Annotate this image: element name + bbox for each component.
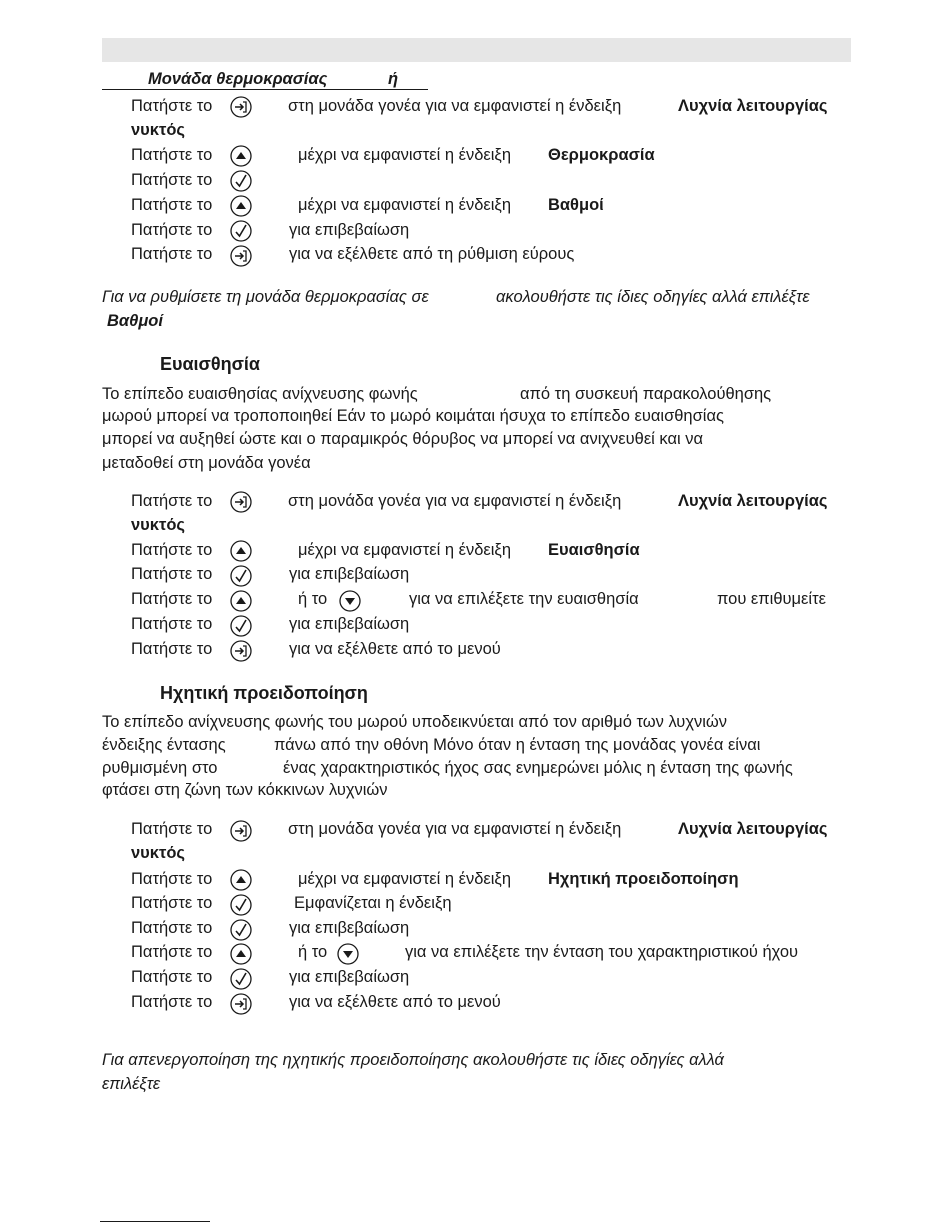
step-text: μέχρι να εμφανιστεί η ένδειξη (298, 870, 511, 888)
footnote-separator (100, 1221, 210, 1222)
step-bold-label: Ευαισθησία (548, 541, 640, 559)
up-arrow-icon (230, 869, 252, 891)
section-heading-sound-alert: Ηχητική προειδοποίηση (160, 683, 368, 703)
step-prefix: Πατήστε το (131, 640, 213, 658)
step-bold-label-cont: νυκτός (131, 121, 186, 139)
step-text: για να επιλέξετε την ευαισθησία (409, 590, 639, 608)
step-text: για επιβεβαίωση (289, 968, 410, 986)
step-bold-label: Λυχνία λειτουργίας (678, 492, 828, 510)
paragraph-line: Το επίπεδο ευαισθησίας ανίχνευσης φωνής (102, 385, 418, 403)
step-prefix: Πατήστε το (131, 196, 213, 214)
note-text-cont: ακολουθήστε τις ίδιες οδηγίες αλλά επιλέξτε (496, 288, 810, 306)
step-mid-text: ή το (298, 943, 328, 961)
up-arrow-icon (230, 195, 252, 217)
step-text: Εμφανίζεται η ένδειξη (294, 894, 452, 912)
check-icon (230, 919, 252, 941)
section-title-temperature-unit (102, 69, 428, 90)
paragraph-line: Το επίπεδο ανίχνευσης φωνής του μωρού υποδεικνύεται από τον αριθμό των λυχνιών (102, 713, 728, 731)
step-text: στη μονάδα γονέα για να εμφανιστεί η ένδειξη (288, 820, 622, 838)
step-bold-label: Λυχνία λειτουργίας (678, 820, 828, 838)
up-arrow-icon (230, 145, 252, 167)
step-mid-text: ή το (298, 590, 328, 608)
step-prefix: Πατήστε το (131, 171, 213, 189)
check-icon (230, 615, 252, 637)
section-heading-sensitivity: Ευαισθησία (160, 354, 260, 374)
paragraph-line: μπορεί να αυξηθεί ώστε και ο παραμικρός θόρυβος να μπορεί να ανιχνευθεί και να (102, 430, 704, 448)
step-prefix: Πατήστε το (131, 615, 213, 633)
step-prefix: Πατήστε το (131, 919, 213, 937)
menu-enter-icon (230, 993, 252, 1015)
menu-enter-icon (230, 640, 252, 662)
step-prefix: Πατήστε το (131, 870, 213, 888)
step-prefix: Πατήστε το (131, 565, 213, 583)
step-prefix: Πατήστε το (131, 245, 213, 263)
down-arrow-icon (339, 590, 361, 612)
step-prefix: Πατήστε το (131, 146, 213, 164)
step-text-cont: που επιθυμείτε (717, 590, 826, 608)
step-bold-label-cont: νυκτός (131, 844, 186, 862)
check-icon (230, 968, 252, 990)
step-text: για να εξέλθετε από το μενού (289, 993, 501, 1011)
step-text: για επιβεβαίωση (289, 919, 410, 937)
menu-enter-icon (230, 245, 252, 267)
step-bold-label: Ηχητική προειδοποίηση (548, 870, 739, 888)
page-header-bar (102, 38, 851, 62)
step-prefix: Πατήστε το (131, 993, 213, 1011)
step-bold-label-cont: νυκτός (131, 516, 186, 534)
paragraph-line: ένδειξης έντασης (102, 736, 226, 754)
check-icon (230, 170, 252, 192)
check-icon (230, 894, 252, 916)
step-prefix: Πατήστε το (131, 894, 213, 912)
step-prefix: Πατήστε το (131, 968, 213, 986)
step-text: για επιβεβαίωση (289, 615, 410, 633)
paragraph-line: μωρού μπορεί να τροποποιηθεί Εάν το μωρό κοιμάται ήσυχα το επίπεδο ευαισθησίας (102, 407, 724, 425)
step-prefix: Πατήστε το (131, 221, 213, 239)
step-text: για να εξέλθετε από το μενού (289, 640, 501, 658)
up-arrow-icon (230, 540, 252, 562)
step-text: για επιβεβαίωση (289, 565, 410, 583)
step-prefix: Πατήστε το (131, 97, 213, 115)
step-prefix: Πατήστε το (131, 492, 213, 510)
step-prefix: Πατήστε το (131, 590, 213, 608)
step-text: μέχρι να εμφανιστεί η ένδειξη (298, 146, 511, 164)
check-icon (230, 220, 252, 242)
section-title-part1: Μονάδα θερμοκρασίας (148, 70, 328, 88)
menu-enter-icon (230, 820, 252, 842)
paragraph-line: φτάσει στη ζώνη των κόκκινων λυχνιών (102, 781, 388, 799)
paragraph-line: ρυθμισμένη στο (102, 759, 218, 777)
step-prefix: Πατήστε το (131, 943, 213, 961)
note-text: Για να ρυθμίσετε τη μονάδα θερμοκρασίας σε (102, 288, 429, 306)
menu-enter-icon (230, 491, 252, 513)
section-title-part2: ή (388, 70, 399, 88)
note-text-cont: επιλέξτε (102, 1075, 161, 1093)
paragraph-line-cont: πάνω από την οθόνη Μόνο όταν η ένταση της μονάδας γονέα είναι (274, 736, 761, 754)
up-arrow-icon (230, 943, 252, 965)
step-text: για να εξέλθετε από τη ρύθμιση εύρους (289, 245, 575, 263)
up-arrow-icon (230, 590, 252, 612)
step-text: μέχρι να εμφανιστεί η ένδειξη (298, 196, 511, 214)
paragraph-line-cont: ένας χαρακτηριστικός ήχος σας ενημερώνει μόλις η ένταση της φωνής (283, 759, 793, 777)
step-prefix: Πατήστε το (131, 820, 213, 838)
step-bold-label: Βαθμοί (548, 196, 604, 214)
note-text: Για απενεργοποίηση της ηχητικής προειδοποίησης ακολουθήστε τις ίδιες οδηγίες αλλά (102, 1051, 724, 1069)
step-text: για επιβεβαίωση (289, 221, 410, 239)
menu-enter-icon (230, 96, 252, 118)
step-bold-label: Λυχνία λειτουργίας (678, 97, 828, 115)
step-text: μέχρι να εμφανιστεί η ένδειξη (298, 541, 511, 559)
step-text: για να επιλέξετε την ένταση του χαρακτηριστικού ήχου (405, 943, 799, 961)
note-bold: Βαθμοί (107, 312, 163, 330)
paragraph-line-cont: από τη συσκευή παρακολούθησης (520, 385, 772, 403)
paragraph-line: μεταδοθεί στη μονάδα γονέα (102, 454, 311, 472)
step-text: στη μονάδα γονέα για να εμφανιστεί η ένδειξη (288, 97, 622, 115)
step-prefix: Πατήστε το (131, 541, 213, 559)
step-text: στη μονάδα γονέα για να εμφανιστεί η ένδειξη (288, 492, 622, 510)
down-arrow-icon (337, 943, 359, 965)
step-bold-label: Θερμοκρασία (548, 146, 655, 164)
check-icon (230, 565, 252, 587)
